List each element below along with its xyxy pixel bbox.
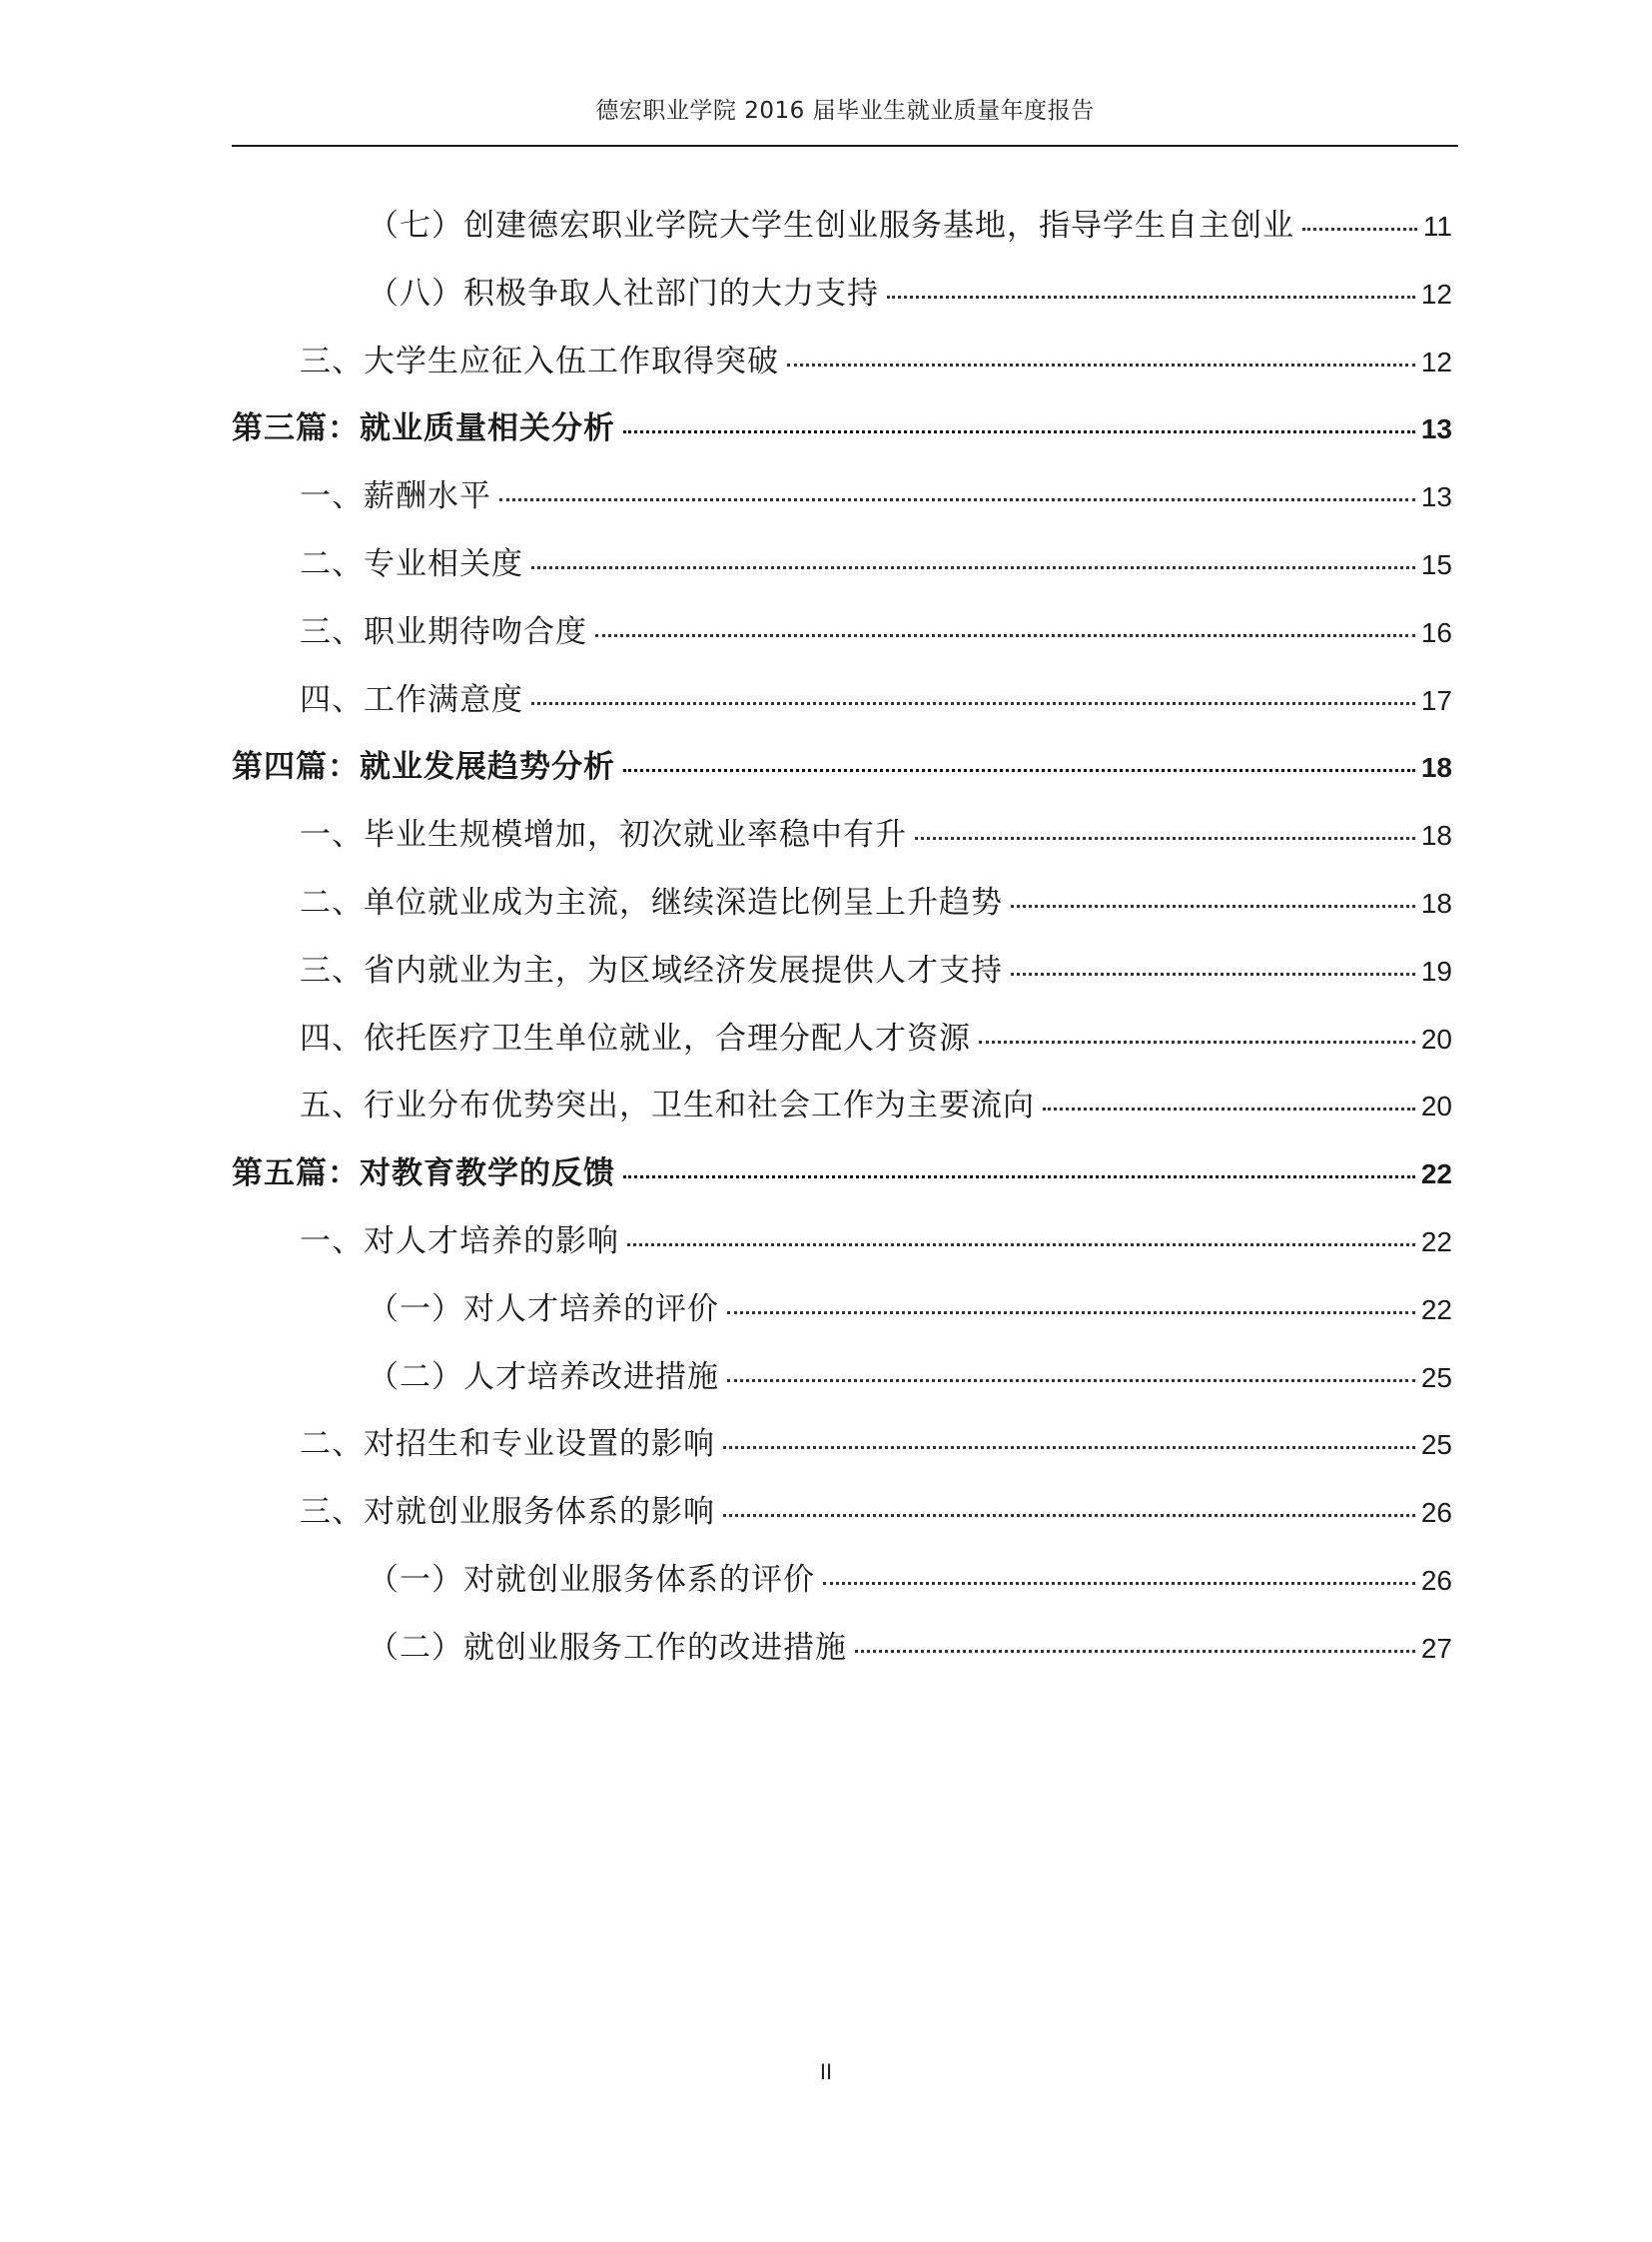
toc-entry-title: 二、对招生和专业设置的影响: [300, 1426, 715, 1463]
toc-entry[interactable]: [232, 945, 1452, 1013]
toc-page-number: 12: [1420, 278, 1452, 310]
toc-page-number: 18: [1420, 820, 1452, 852]
toc-dot-leader: [787, 364, 1415, 367]
toc-dot-leader: [1011, 905, 1415, 908]
toc-page-number: 22: [1420, 1225, 1452, 1257]
table-of-contents: [232, 200, 1452, 1690]
toc-entry[interactable]: [232, 674, 1452, 742]
toc-dot-leader: [727, 1311, 1415, 1314]
toc-dot-leader: [499, 498, 1415, 501]
toc-entry[interactable]: [232, 402, 1452, 470]
toc-entry-title: 三、职业期待吻合度: [300, 613, 587, 650]
toc-dot-leader: [595, 634, 1415, 637]
toc-entry-title: 三、对就创业服务体系的影响: [300, 1494, 715, 1531]
toc-dot-leader: [823, 1582, 1415, 1585]
toc-page-number: 15: [1420, 548, 1452, 580]
toc-entry[interactable]: [232, 606, 1452, 674]
toc-dot-leader: [627, 1243, 1415, 1246]
toc-dot-leader: [1302, 228, 1417, 231]
toc-entry-title: 一、薪酬水平: [300, 478, 491, 515]
toc-entry-title: 第五篇：对教育教学的反馈: [232, 1155, 615, 1192]
page-header: 德宏职业学院 2016 届毕业生就业质量年度报告: [595, 98, 1095, 124]
toc-entry[interactable]: [232, 1418, 1452, 1486]
toc-entry[interactable]: [232, 470, 1452, 538]
toc-dot-leader: [727, 1379, 1415, 1382]
toc-dot-leader: [623, 769, 1415, 772]
toc-entry[interactable]: [232, 1080, 1452, 1147]
toc-entry[interactable]: [232, 1554, 1452, 1622]
toc-entry-title: 二、专业相关度: [300, 545, 523, 582]
toc-page-number: 11: [1422, 211, 1452, 242]
toc-dot-leader: [723, 1446, 1415, 1449]
toc-entry[interactable]: [232, 809, 1452, 877]
toc-entry[interactable]: [232, 200, 1452, 268]
toc-page-number: 18: [1420, 752, 1452, 784]
toc-entry-title: 四、工作满意度: [300, 681, 523, 718]
toc-entry-title: 一、毕业生规模增加，初次就业率稳中有升: [300, 817, 907, 854]
toc-entry[interactable]: [232, 741, 1452, 809]
toc-entry-title: 三、大学生应征入伍工作取得突破: [300, 343, 779, 379]
toc-page-number: 25: [1420, 1429, 1452, 1461]
toc-page-number: 18: [1420, 887, 1452, 919]
toc-dot-leader: [1011, 973, 1415, 976]
toc-entry-title: 第四篇：就业发展趋势分析: [232, 749, 615, 786]
toc-page-number: 26: [1420, 1497, 1452, 1529]
toc-page-number: 12: [1420, 346, 1452, 377]
toc-page-number: 17: [1420, 684, 1452, 716]
toc-entry[interactable]: [232, 877, 1452, 945]
toc-dot-leader: [623, 1175, 1415, 1178]
toc-dot-leader: [887, 296, 1415, 299]
toc-page-number: 13: [1420, 481, 1452, 513]
toc-dot-leader: [531, 702, 1415, 705]
toc-entry-title: 四、依托医疗卫生单位就业，合理分配人才资源: [300, 1020, 971, 1057]
toc-page-number: 20: [1420, 1023, 1452, 1055]
toc-dot-leader: [915, 837, 1415, 840]
toc-entry-title: 一、对人才培养的影响: [300, 1222, 619, 1259]
toc-entry-title: 第三篇：就业质量相关分析: [232, 410, 615, 447]
toc-entry-title: 三、省内就业为主，为区域经济发展提供人才支持: [300, 952, 1003, 989]
toc-entry-title: （八）积极争取人社部门的大力支持: [368, 275, 879, 312]
toc-page-number: 20: [1420, 1091, 1452, 1122]
toc-entry-title: （二）就创业服务工作的改进措施: [368, 1629, 847, 1666]
page-number: II: [819, 2059, 833, 2084]
toc-entry-title: 五、行业分布优势突出，卫生和社会工作为主要流向: [300, 1088, 1035, 1124]
toc-entry[interactable]: [232, 268, 1452, 336]
toc-entry[interactable]: [232, 1147, 1452, 1215]
toc-entry-title: （七）创建德宏职业学院大学生创业服务基地，指导学生自主创业: [368, 208, 1294, 244]
toc-entry-title: （一）对人才培养的评价: [368, 1290, 719, 1327]
toc-page-number: 19: [1420, 955, 1452, 987]
toc-entry[interactable]: [232, 336, 1452, 403]
toc-entry[interactable]: [232, 1215, 1452, 1283]
toc-dot-leader: [855, 1650, 1415, 1653]
toc-dot-leader: [723, 1514, 1415, 1517]
toc-entry-title: （一）对就创业服务体系的评价: [368, 1561, 815, 1598]
toc-page-number: 16: [1420, 616, 1452, 648]
toc-entry[interactable]: [232, 1283, 1452, 1351]
toc-page-number: 27: [1420, 1632, 1452, 1664]
toc-dot-leader: [979, 1041, 1415, 1044]
toc-dot-leader: [531, 566, 1415, 569]
toc-entry[interactable]: [232, 1622, 1452, 1690]
toc-page-number: 22: [1420, 1158, 1452, 1190]
toc-dot-leader: [623, 430, 1415, 433]
toc-page-number: 26: [1420, 1564, 1452, 1596]
toc-page-number: 13: [1420, 413, 1452, 445]
toc-entry-title: （二）人才培养改进措施: [368, 1358, 719, 1395]
toc-dot-leader: [1043, 1108, 1415, 1111]
toc-entry[interactable]: [232, 1013, 1452, 1081]
toc-entry[interactable]: [232, 538, 1452, 606]
toc-entry[interactable]: [232, 1486, 1452, 1554]
toc-page-number: 22: [1420, 1293, 1452, 1325]
toc-entry[interactable]: [232, 1351, 1452, 1419]
toc-page-number: 25: [1420, 1361, 1452, 1393]
header-divider: [232, 145, 1458, 147]
toc-entry-title: 二、单位就业成为主流，继续深造比例呈上升趋势: [300, 884, 1003, 921]
